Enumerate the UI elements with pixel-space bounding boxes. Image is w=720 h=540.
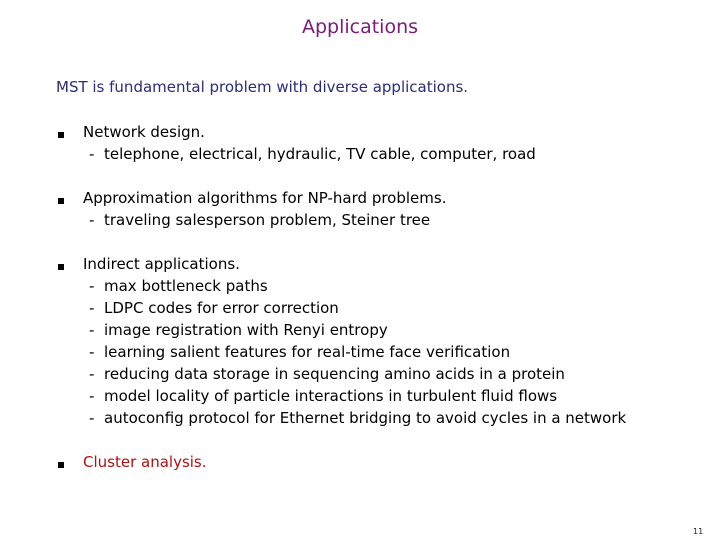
- bullet-head: Indirect applications.: [83, 255, 240, 273]
- sub-item-text: max bottleneck paths: [104, 277, 268, 295]
- sub-item-text: traveling salesperson problem, Steiner tree: [104, 211, 431, 229]
- bullet-head: Cluster analysis.: [83, 453, 207, 471]
- sub-item-text: autoconfig protocol for Ethernet bridging to avoid cycles in a network: [104, 409, 627, 427]
- sub-item: [83, 341, 626, 363]
- sub-item: [83, 209, 430, 231]
- sub-list: [83, 275, 626, 429]
- sub-item-text: telephone, electrical, hydraulic, TV cable, computer, road: [104, 145, 536, 163]
- sub-list: [83, 209, 430, 231]
- sub-list: [83, 143, 536, 165]
- bullet-marker: [58, 198, 64, 204]
- dash: -: [89, 277, 95, 295]
- dash: -: [89, 409, 95, 427]
- dash: -: [89, 299, 95, 317]
- sub-item: [83, 143, 536, 165]
- dash: -: [89, 321, 95, 339]
- bullet-head: Network design.: [83, 123, 205, 141]
- sub-item: [83, 297, 626, 319]
- sub-item: [83, 275, 626, 297]
- sub-item-text: LDPC codes for error correction: [104, 299, 339, 317]
- sub-item-text: image registration with Renyi entropy: [104, 321, 388, 339]
- bullet-marker: [58, 132, 64, 138]
- page-number: 11: [693, 527, 704, 536]
- dash: -: [89, 145, 95, 163]
- sub-item: [83, 319, 626, 341]
- bullet-marker: [58, 462, 64, 468]
- dash: -: [89, 387, 95, 405]
- intro-text: MST is fundamental problem with diverse applications.: [56, 78, 469, 96]
- sub-item-text: reducing data storage in sequencing amino acids in a protein: [104, 365, 565, 383]
- bullet-head: Approximation algorithms for NP-hard problems.: [83, 189, 447, 207]
- sub-item-text: model locality of particle interactions in turbulent fluid flows: [104, 387, 558, 405]
- slide-title: Applications: [301, 16, 419, 38]
- sub-item: [83, 385, 626, 407]
- sub-item: [83, 363, 626, 385]
- dash: -: [89, 211, 95, 229]
- dash: -: [89, 365, 95, 383]
- bullet-marker: [58, 264, 64, 270]
- sub-item: [83, 407, 626, 429]
- sub-item-text: learning salient features for real-time face verification: [104, 343, 511, 361]
- dash: -: [89, 343, 95, 361]
